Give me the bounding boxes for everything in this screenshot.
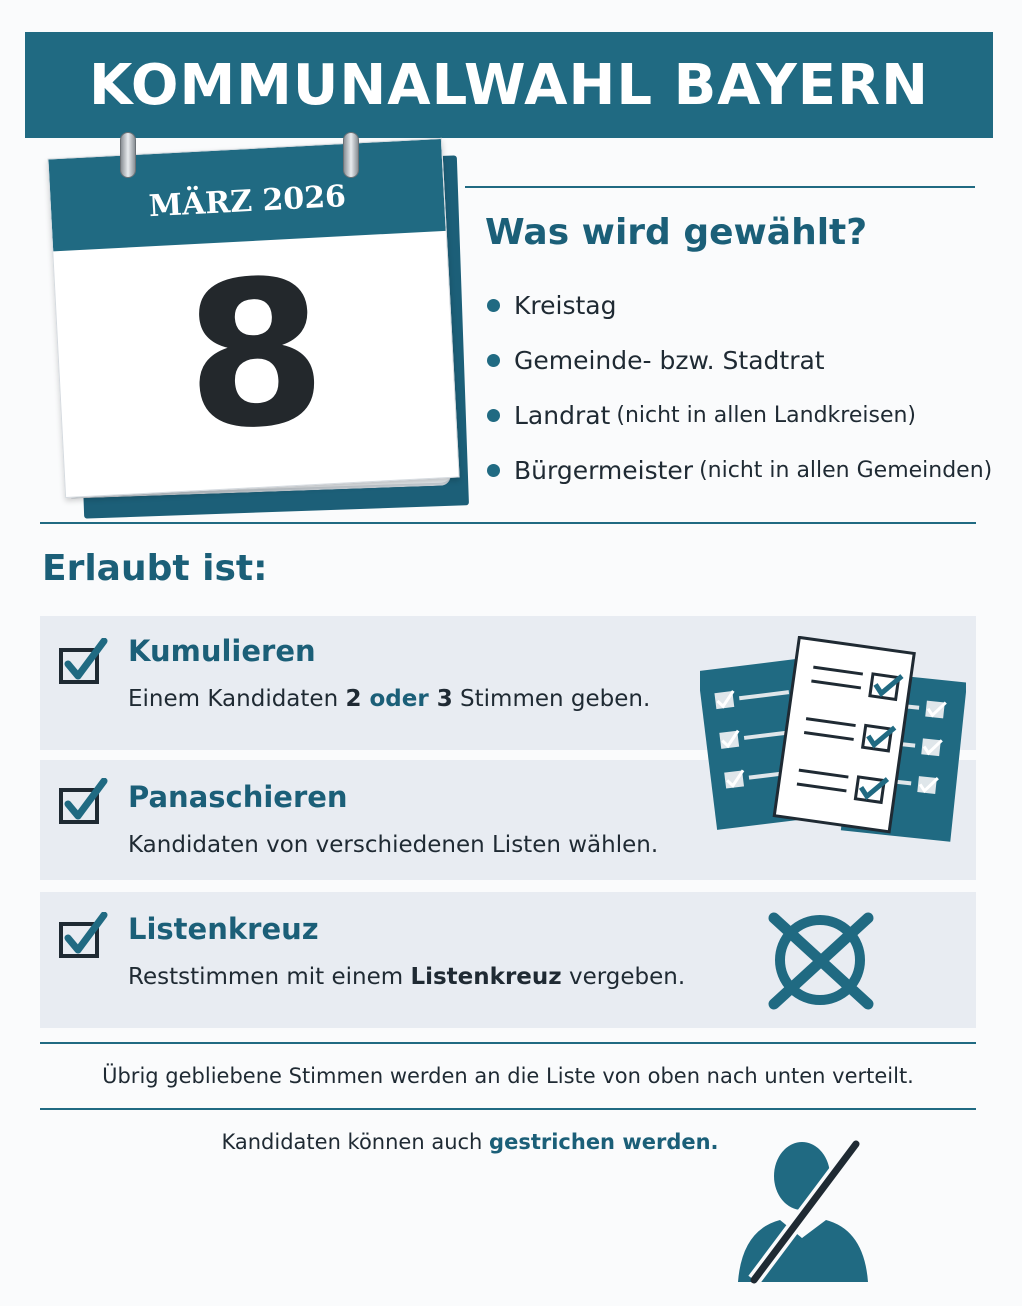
kumulieren-description <box>128 686 650 712</box>
list-item <box>487 388 992 443</box>
checkbox-checked-icon <box>58 638 108 684</box>
divider <box>40 522 976 524</box>
calendar-ring-left-icon <box>120 132 136 178</box>
calendar-icon <box>48 132 473 517</box>
person-struck-icon <box>728 1134 878 1284</box>
calendar-day: 8 <box>179 235 332 476</box>
kumulieren-title: Kumulieren <box>128 634 316 668</box>
desc-text: Reststimmen mit einem <box>128 964 411 990</box>
strike-text: Kandidaten können auch <box>221 1130 490 1154</box>
desc-bold: Listenkreuz <box>410 964 562 990</box>
what-title: Was wird gewählt? <box>485 212 868 253</box>
checkbox-checked-icon <box>58 912 108 958</box>
panaschieren-description: Kandidaten von verschiedenen Listen wählen. <box>128 832 659 858</box>
list-item <box>487 333 992 388</box>
list-item <box>487 278 992 333</box>
allowed-title: Erlaubt ist: <box>42 548 268 589</box>
bullet-icon <box>487 354 500 367</box>
bullet-icon <box>487 409 500 422</box>
listenkreuz-description <box>128 964 685 990</box>
calendar-ring-right-icon <box>343 132 359 178</box>
calendar-page <box>47 138 459 498</box>
list-item-label: Gemeinde- bzw. Stadtrat <box>514 346 825 375</box>
panel-listenkreuz <box>40 892 976 1028</box>
desc-bold: 2 <box>345 686 362 712</box>
list-item-label: Landrat <box>514 401 611 430</box>
page-title: KOMMUNALWAHL BAYERN <box>88 52 930 118</box>
circled-cross-icon <box>760 910 880 1010</box>
listenkreuz-title: Listenkreuz <box>128 912 319 946</box>
list-item-label: Kreistag <box>514 291 617 320</box>
desc-bold: oder <box>361 686 437 712</box>
list-item-note: (nicht in allen Landkreisen) <box>616 403 917 428</box>
calendar-month: MÄRZ 2026 <box>147 179 347 225</box>
desc-text: Einem Kandidaten <box>128 686 346 712</box>
list-item-label: Bürgermeister <box>514 456 694 485</box>
title-banner <box>25 32 993 138</box>
checkbox-checked-icon <box>58 778 108 824</box>
divider <box>40 1042 976 1044</box>
ballot-papers-icon <box>700 636 966 854</box>
panaschieren-title: Panaschieren <box>128 780 348 814</box>
remaining-votes-note: Übrig gebliebene Stimmen werden an die Liste von oben nach unten verteilt. <box>102 1064 914 1088</box>
list-item <box>487 443 992 498</box>
divider <box>465 186 975 188</box>
desc-bold: 3 <box>436 686 453 712</box>
strike-bold: gestrichen werden. <box>489 1130 719 1154</box>
bullet-icon <box>487 464 500 477</box>
bullet-icon <box>487 299 500 312</box>
list-item-note: (nicht in allen Gemeinden) <box>699 458 993 483</box>
desc-text: vergeben. <box>561 964 686 990</box>
election-list <box>487 278 992 498</box>
divider <box>40 1108 976 1110</box>
desc-text: Stimmen geben. <box>452 686 651 712</box>
